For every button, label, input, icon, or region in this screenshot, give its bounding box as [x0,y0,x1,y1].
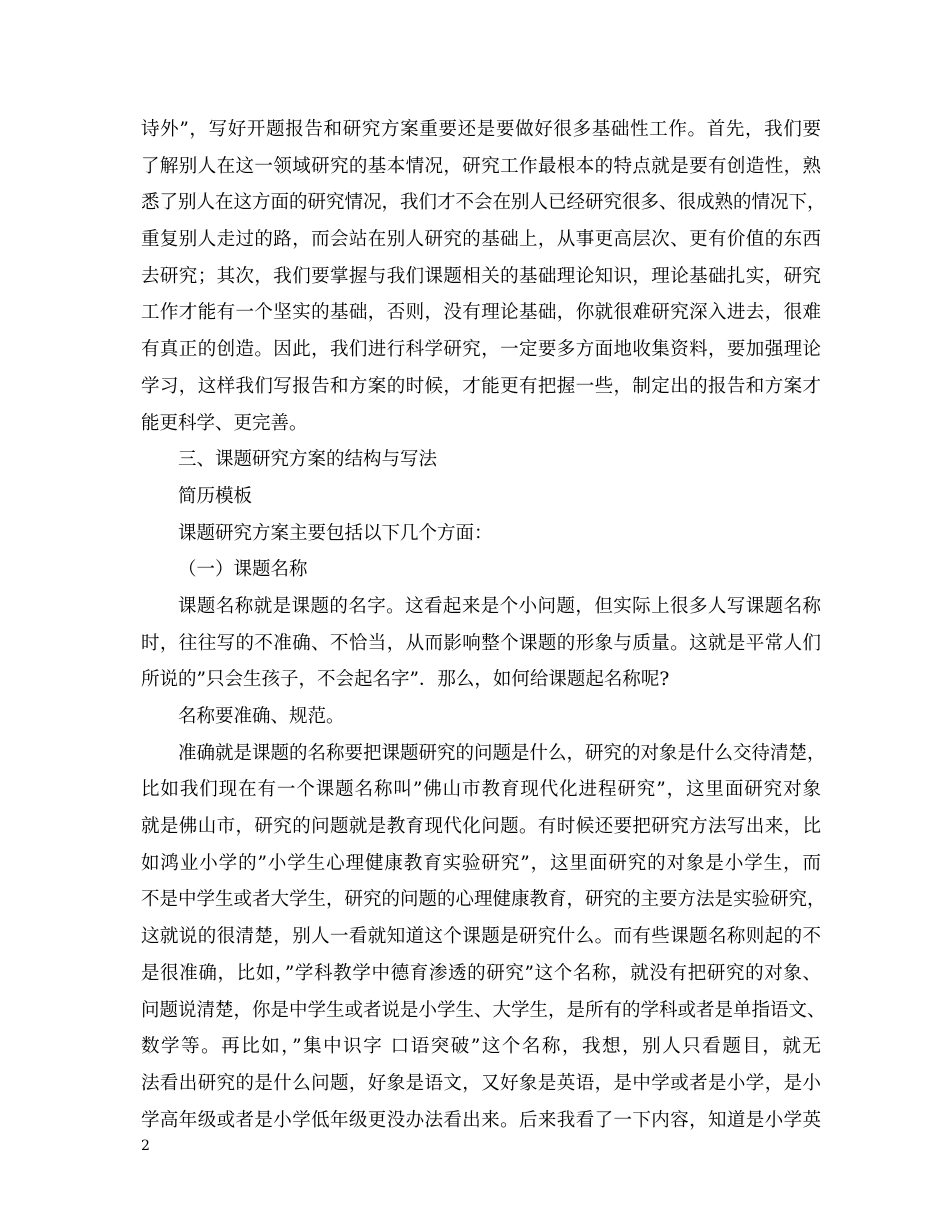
text-line: 课题名称就是课题的名字。这看起来是个小问题，但实际上很多人写课题名称 [178,595,821,617]
text-line: 如鸿业小学的”小学生心理健康教育实验研究”，这里面研究的对象是小学生，而 [141,852,821,874]
text-line: 问题说清楚，你是中学生或者说是小学生、大学生，是所有的学科或者是单指语文、 [141,999,826,1021]
text-line: 所说的”只会生孩子，不会起名字”．那么，如何给课题起名称呢? [141,669,670,691]
text-line: 这就说的很清楚，别人一看就知道这个课题是研究什么。而有些课题名称则起的不 [141,926,821,948]
text-line: 简历模板 [178,485,253,507]
text-line: 准确就是课题的名称要把课题研究的问题是什么，研究的对象是什么交待清楚， [178,742,826,764]
text-line: 学习，这样我们写报告和方案的时候，才能更有把握一些，制定出的报告和方案才 [141,375,821,397]
text-line: 诗外”，写好开题报告和研究方案重要还是要做好很多基础性工作。首先，我们要 [141,119,821,140]
text-line: 能更科学、更完善。 [141,412,308,434]
section-heading: 三、课题研究方案的结构与写法 [178,449,438,471]
page-number: 2 [141,1138,150,1154]
text-line: 比如我们现在有一个课题名称叫”佛山市教育现代化进程研究”，这里面研究对象 [141,779,821,801]
text-line: 了解别人在这一领域研究的基本情况，研究工作最根本的特点就是要有创造性，熟 [141,155,821,177]
text-line: 不是中学生或者大学生，研究的问题的心理健康教育，研究的主要方法是实验研究， [141,889,826,911]
text-line: 悉了别人在这方面的研究情况，我们才不会在别人已经研究很多、很成熟的情况下， [141,192,826,214]
text-line: 重复别人走过的路，而会站在别人研究的基础上，从事更高层次、更有价值的东西 [141,229,821,251]
text-line: 法看出研究的是什么问题，好象是语文，又好象是英语，是中学或者是小学，是小 [141,1072,821,1094]
subsection-heading: （一）课题名称 [178,559,308,581]
text-line: 有真正的创造。因此，我们进行科学研究，一定要多方面地收集资料，要加强理论 [141,339,821,361]
text-line: 数学等。再比如，”集中识字 口语突破”这个名称，我想，别人只看题目，就无 [141,1036,821,1058]
text-line: 工作才能有一个坚实的基础，否则，没有理论基础，你就很难研究深入进去，很难 [141,302,821,324]
text-line: 是很准确，比如，”学科教学中德育渗透的研究”这个名称，就没有把研究的对象、 [141,962,821,984]
text-line: 时，往往写的不准确、不恰当，从而影响整个课题的形象与质量。这就是平常人们 [141,632,821,654]
body-text [141,112,826,1139]
text-line: 去研究；其次，我们要掌握与我们课题相关的基础理论知识，理论基础扎实，研究 [141,265,821,287]
text-line: 学高年级或者是小学低年级更没办法看出来。后来我看了一下内容，知道是小学英 [141,1109,821,1131]
text-line: 就是佛山市，研究的问题就是教育现代化问题。有时候还要把研究方法写出来，比 [141,816,821,838]
text-line: 名称要准确、规范。 [178,706,345,727]
text-line: 课题研究方案主要包括以下几个方面： [178,522,493,544]
